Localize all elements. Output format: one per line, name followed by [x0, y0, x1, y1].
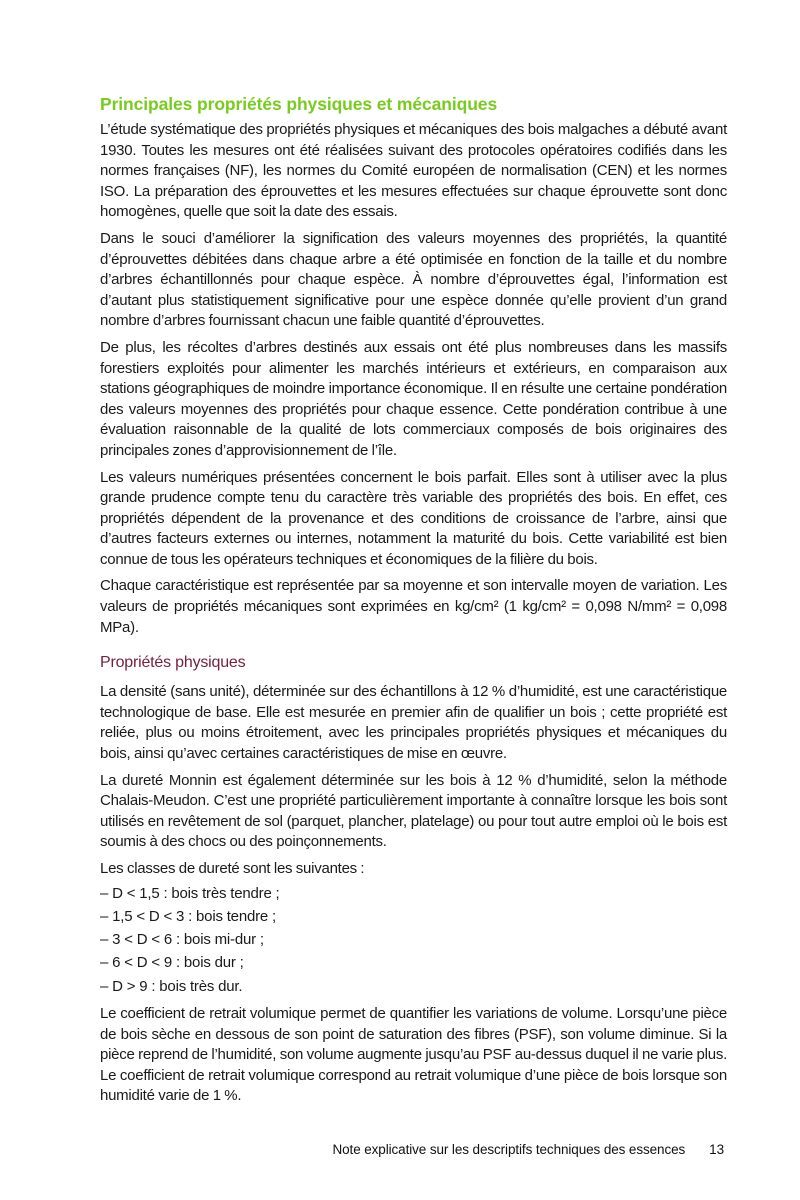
- paragraph: De plus, les récoltes d’arbres destinés aux essais ont été plus nombreuses dans les massifs forestiers exploités pour alimenter les marchés intérieurs et extérieurs, en comparaison aux stations géographiques de moindre importance économique. Il en résulte une certaine pondération des valeurs moyennes des propriétés pour chaque essence. Cette pondération contribue à une évaluation raisonnable de la qualité de lots commerciaux composés de bois originaires des principales zones d’approvisionnement de l’île.: [100, 338, 727, 459]
- section-title: Principales propriétés physiques et mécaniques: [100, 94, 498, 114]
- paragraph: Dans le souci d’améliorer la signification des valeurs moyennes des propriétés, la quantité d’éprouvettes débitées dans chaque arbre a été optimisée en fonction de la taille et du nombre d’arbres échantillonnés pour chaque espèce. À nombre d’éprouvettes égal, l’information est d’autant plus statistiquement significative pour une espèce donnée qu’elle provient d’un grand nombre d’arbres fournissant chacun une faible quantité d’éprouvettes.: [100, 229, 727, 330]
- page-footer: [332, 1142, 724, 1157]
- list-item: – D < 1,5 : bois très tendre ;: [100, 884, 280, 902]
- subsection-title: Propriétés physiques: [100, 654, 246, 672]
- page-content: [100, 92, 727, 1113]
- hardness-class-list: [100, 882, 727, 998]
- list-item: – 1,5 < D < 3 : bois tendre ;: [100, 907, 276, 925]
- paragraph: La dureté Monnin est également déterminée sur les bois à 12 % d’humidité, selon la méthode Chalais-Meudon. C’est une propriété particulièrement importante à connaître lorsque les bois sont utilisés en revêtement de sol (parquet, plancher, platelage) ou pour tout autre emploi où le bois est soumis à des chocs ou des poinçonnements.: [100, 771, 727, 851]
- list-item: – 3 < D < 6 : bois mi-dur ;: [100, 931, 264, 949]
- paragraph: Chaque caractéristique est représentée par sa moyenne et son intervalle moyen de variation. Les valeurs de propriétés mécaniques sont exprimées en kg/cm² (1 kg/cm² = 0,098 N/mm² = 0,098 MPa).: [100, 577, 727, 636]
- paragraph: Les valeurs numériques présentées concernent le bois parfait. Elles sont à utiliser avec la plus grande prudence compte tenu du caractère très variable des propriétés des bois. En effet, ces propriétés dépendent de la provenance et des conditions de croissance de l’arbre, ainsi que d’autres facteurs externes ou internes, notamment la maturité du bois. Cette variabilité est bien connue de tous les opérateurs techniques et économiques de la filière du bois.: [100, 468, 727, 568]
- list-item: – D > 9 : bois très dur.: [100, 977, 243, 995]
- paragraph: La densité (sans unité), déterminée sur des échantillons à 12 % d’humidité, est une caractéristique technologique de base. Elle est mesurée en premier afin de qualifier un bois ; cette propriété est reliée, plus ou moins étroitement, avec les principales propriétés physiques et mécaniques du bois, ainsi qu’avec certaines caractéristiques de mise en œuvre.: [100, 683, 727, 763]
- hardness-intro: Les classes de dureté sont les suivantes :: [100, 860, 365, 877]
- list-item: – 6 < D < 9 : bois dur ;: [100, 954, 244, 972]
- paragraph: L’étude systématique des propriétés physiques et mécaniques des bois malgaches a débuté avant 1930. Toutes les mesures ont été réalisées suivant des protocoles opératoires codifiés dans les normes françaises (NF), les normes du Comité européen de normalisation (CEN) et les normes ISO. La préparation des éprouvettes et les mesures effectuées sur chaque éprouvette sont donc homogènes, quelle que soit la date des essais.: [100, 121, 727, 221]
- running-title: Note explicative sur les descriptifs techniques des essences: [332, 1142, 686, 1157]
- page-number: 13: [709, 1142, 724, 1157]
- paragraph: Le coefficient de retrait volumique permet de quantifier les variations de volume. Lorsqu’une pièce de bois sèche en dessous de son point de saturation des fibres (PSF), son volume diminue. Si la pièce reprend de l’humidité, son volume augmente jusqu’au PSF au-dessus duquel il ne varie plus. Le coefficient de retrait volumique correspond au retrait volumique d’une pièce de bois lorsque son humidité varie de 1 %.: [100, 1005, 727, 1105]
